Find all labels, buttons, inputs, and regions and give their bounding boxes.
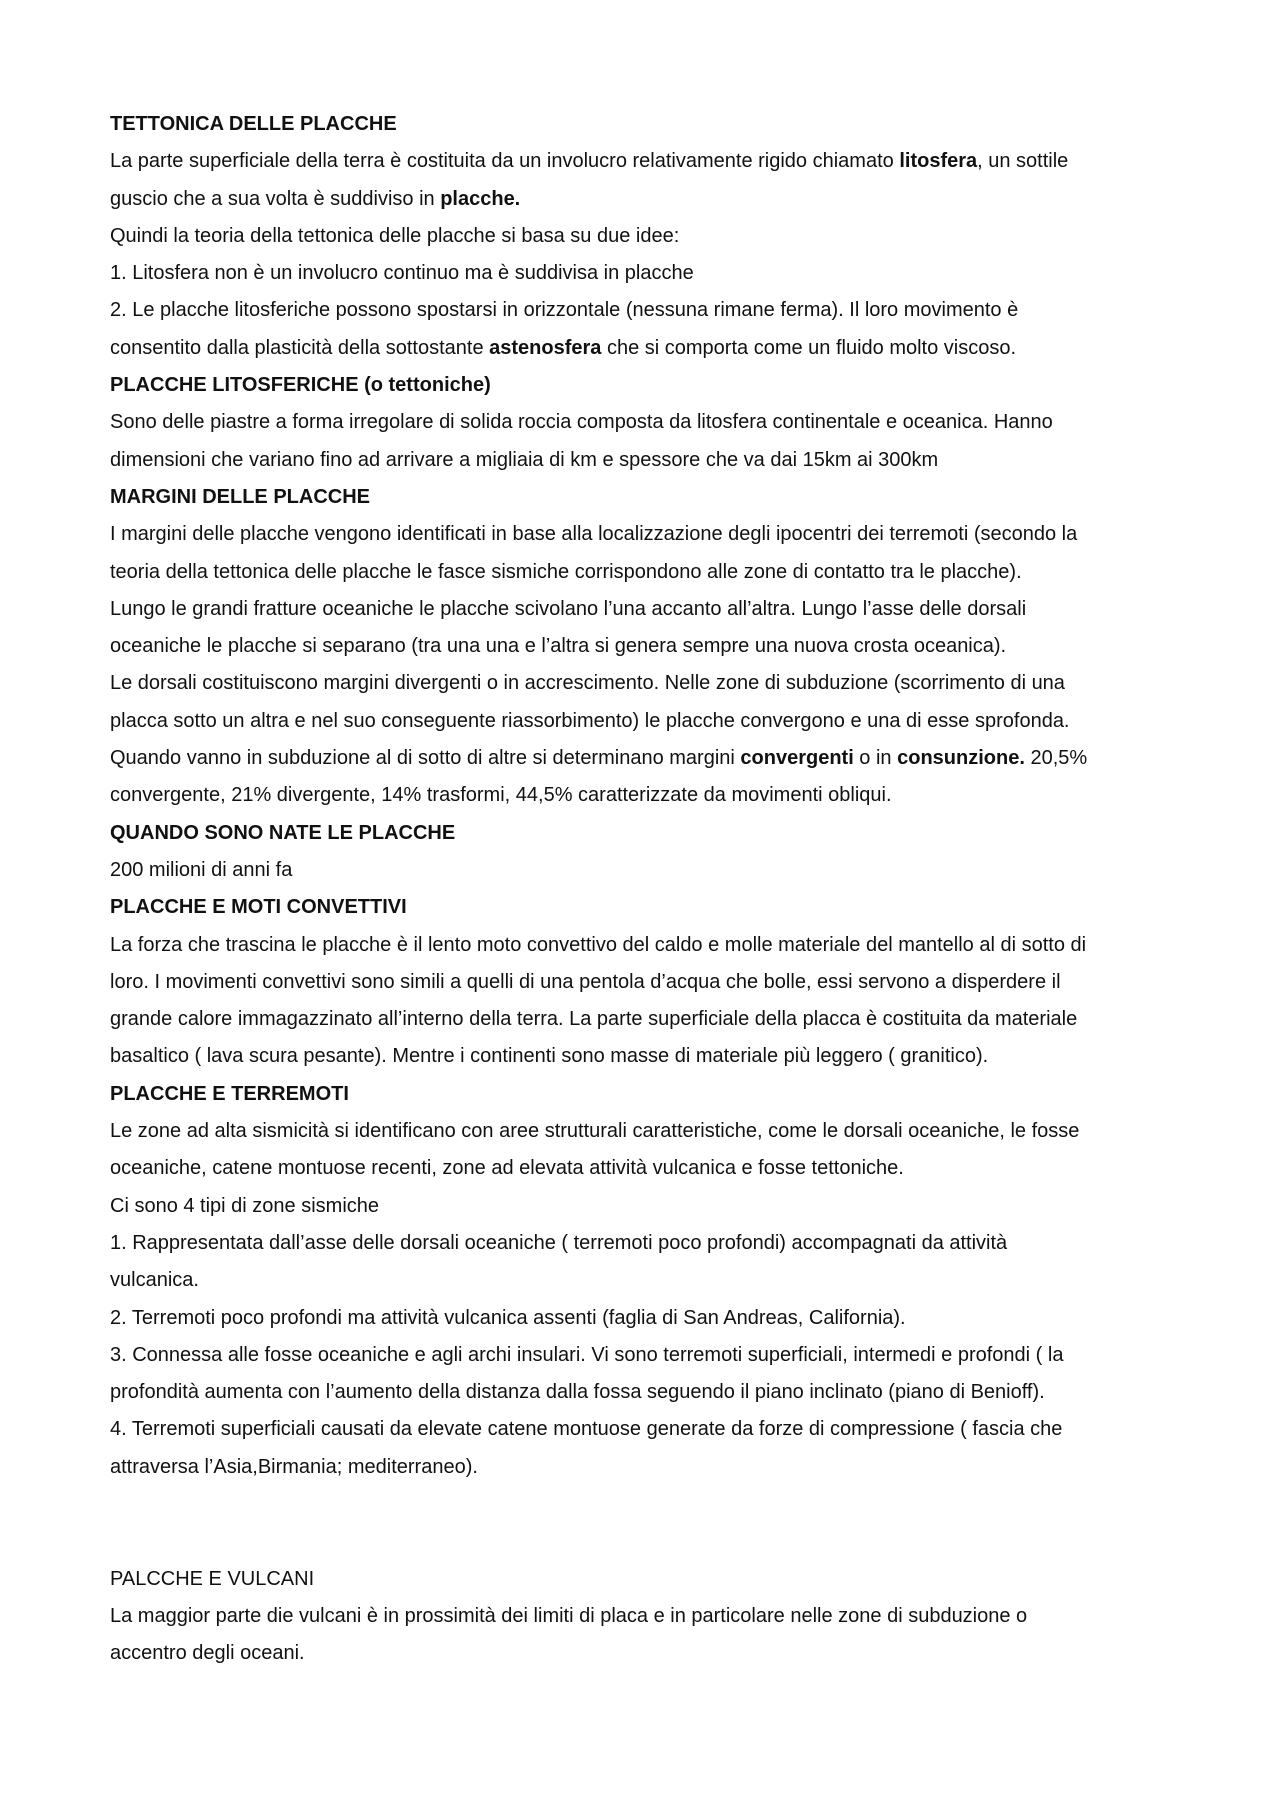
- text-run: loro. I movimenti convettivi sono simili a quelli di una pentola d’acqua che bolle, essi servono a disperdere il: [110, 970, 1061, 993]
- paragraph-line: [110, 1374, 1182, 1411]
- bold-term: astenosfera: [489, 336, 602, 359]
- text-run: Ci sono 4 tipi di zone sismiche: [110, 1194, 380, 1217]
- text-run: teoria della tettonica delle placche le fasce sismiche corrispondono alle zone di contatto tra le placche).: [110, 560, 1022, 583]
- paragraph-line: [110, 1262, 1182, 1299]
- paragraph-line: [110, 927, 1182, 964]
- paragraph-line: [110, 1635, 1182, 1672]
- paragraph-line: [110, 1188, 1182, 1225]
- text-run: La maggior parte die vulcani è in prossimità dei limiti di placa e in particolare nelle zone di subduzione o: [110, 1604, 1028, 1627]
- section-heading: QUANDO SONO NATE LE PLACCHE: [110, 821, 456, 844]
- bold-term: consunzione.: [897, 747, 1025, 770]
- text-run: Quindi la teoria della tettonica delle placche si basa su due idee:: [110, 224, 680, 247]
- section-heading: PLACCHE E TERREMOTI: [110, 1082, 349, 1105]
- paragraph-line: [110, 404, 1182, 441]
- text-run: 2. Le placche litosferiche possono spostarsi in orizzontale (nessuna rimane ferma). Il loro movimento è: [110, 299, 1019, 322]
- text-run: grande calore immagazzinato all’interno della terra. La parte superficiale della placca è costituita da materiale: [110, 1008, 1078, 1031]
- text-run: vulcanica.: [110, 1269, 199, 1292]
- text-run: 200 milioni di anni fa: [110, 858, 293, 881]
- text-run: 1. Rappresentata dall’asse delle dorsali oceaniche ( terremoti poco profondi) accompagnati da attività: [110, 1231, 1008, 1254]
- text-run: che si comporta come un fluido molto viscoso.: [601, 336, 1017, 359]
- text-run: Lungo le grandi fratture oceaniche le placche scivolano l’una accanto all’altra. Lungo l’asse delle dorsali: [110, 597, 1027, 620]
- paragraph-line: [110, 292, 1182, 329]
- text-run: attraversa l’Asia,Birmania; mediterraneo).: [110, 1455, 478, 1478]
- paragraph-line: [110, 554, 1182, 591]
- paragraph-line: [110, 1001, 1182, 1038]
- paragraph-line: [110, 1337, 1182, 1374]
- text-run: dimensioni che variano fino ad arrivare a migliaia di km e spessore che va dai 15km ai 300km: [110, 448, 939, 471]
- paragraph-line: [110, 255, 1182, 292]
- text-run: guscio che a sua volta è suddiviso in: [110, 187, 441, 210]
- section-heading: PLACCHE E MOTI CONVETTIVI: [110, 896, 407, 919]
- section-heading: MARGINI DELLE PLACCHE: [110, 485, 370, 508]
- section-heading: TETTONICA DELLE PLACCHE: [110, 113, 397, 135]
- text-run: La forza che trascina le placche è il lento moto convettivo del caldo e molle materiale del mantello al di sotto di: [110, 933, 1087, 956]
- paragraph-line: [110, 330, 1182, 367]
- text-run: consentito dalla plasticità della sottostante: [110, 336, 490, 359]
- paragraph-line: [110, 181, 1182, 218]
- paragraph-line: [110, 143, 1182, 180]
- paragraph-line: [110, 1113, 1182, 1150]
- text-run: accentro degli oceani.: [110, 1642, 305, 1665]
- text-run: profondità aumenta con l’aumento della distanza dalla fossa seguendo il piano inclinato (piano di Benioff).: [110, 1381, 1045, 1404]
- paragraph-line: [110, 1598, 1182, 1635]
- text-run: La parte superficiale della terra è costituita da un involucro relativamente rigido chiamato: [110, 150, 900, 173]
- section-heading: PLACCHE LITOSFERICHE (o tettoniche): [110, 374, 491, 397]
- paragraph-line: [110, 1411, 1182, 1448]
- text-run: oceaniche le placche si separano (tra una una e l’altra si genera sempre una nuova crosta oceanica).: [110, 635, 1007, 658]
- text-run: convergente, 21% divergente, 14% trasformi, 44,5% caratterizzate da movimenti obliqui.: [110, 784, 892, 807]
- text-run: Sono delle piastre a forma irregolare di solida roccia composta da litosfera continentale e oceanica. Hanno: [110, 411, 1053, 434]
- text-run: Quando vanno in subduzione al di sotto di altre si determinano margini: [110, 747, 741, 770]
- paragraph-line: [110, 777, 1182, 814]
- paragraph-line: [110, 442, 1182, 479]
- text-run: 2. Terremoti poco profondi ma attività vulcanica assenti (faglia di San Andreas, California).: [110, 1306, 906, 1329]
- bold-term: placche.: [440, 187, 521, 210]
- text-run: I margini delle placche vengono identificati in base alla localizzazione degli ipocentri dei terremoti (secondo la: [110, 523, 1078, 546]
- text-run: 1. Litosfera non è un involucro continuo ma è suddivisa in placche: [110, 262, 694, 285]
- paragraph-line: [110, 1038, 1182, 1075]
- text-run: oceaniche, catene montuose recenti, zone ad elevata attività vulcanica e fosse tettoniche.: [110, 1157, 904, 1180]
- paragraph-line: [110, 628, 1182, 665]
- paragraph-line: [110, 964, 1182, 1001]
- paragraph-line: [110, 852, 1182, 889]
- text-run: placca sotto un altra e nel suo conseguente riassorbimento) le placche convergono e una di esse sprofonda.: [110, 709, 1070, 732]
- paragraph-line: [110, 740, 1182, 777]
- text-run: basaltico ( lava scura pesante). Mentre i continenti sono masse di materiale più leggero ( granitico).: [110, 1045, 989, 1068]
- text-run: 3. Connessa alle fosse oceaniche e agli archi insulari. Vi sono terremoti superficiali, intermedi e profondi ( la: [110, 1343, 1064, 1366]
- bold-term: convergenti: [740, 747, 854, 770]
- text-run: 20,5%: [1024, 747, 1088, 770]
- paragraph-line: [110, 516, 1182, 553]
- paragraph-line: [110, 665, 1182, 702]
- text-run: Le zone ad alta sismicità si identificano con aree strutturali caratteristiche, come le dorsali oceaniche, le fosse: [110, 1120, 1080, 1143]
- paragraph-line: [110, 1449, 1182, 1486]
- paragraph-line: [110, 591, 1182, 628]
- bold-term: litosfera: [899, 150, 978, 173]
- text-run: Le dorsali costituiscono margini divergenti o in accrescimento. Nelle zone di subduzione (scorrimento di una: [110, 672, 1065, 695]
- text-run: 4. Terremoti superficiali causati da elevate catene montuose generate da forze di compressione ( fascia che: [110, 1418, 1063, 1441]
- paragraph-line: [110, 1150, 1182, 1187]
- paragraph-line: [110, 1300, 1182, 1337]
- paragraph-line: [110, 703, 1182, 740]
- text-run: o in: [853, 747, 898, 770]
- section-heading: PALCCHE E VULCANI: [110, 1567, 315, 1590]
- paragraph-line: [110, 218, 1182, 255]
- paragraph-line: [110, 1225, 1182, 1262]
- text-run: , un sottile: [977, 150, 1069, 173]
- blank-spacer: [110, 1486, 1182, 1561]
- document-page: [110, 106, 1182, 1672]
